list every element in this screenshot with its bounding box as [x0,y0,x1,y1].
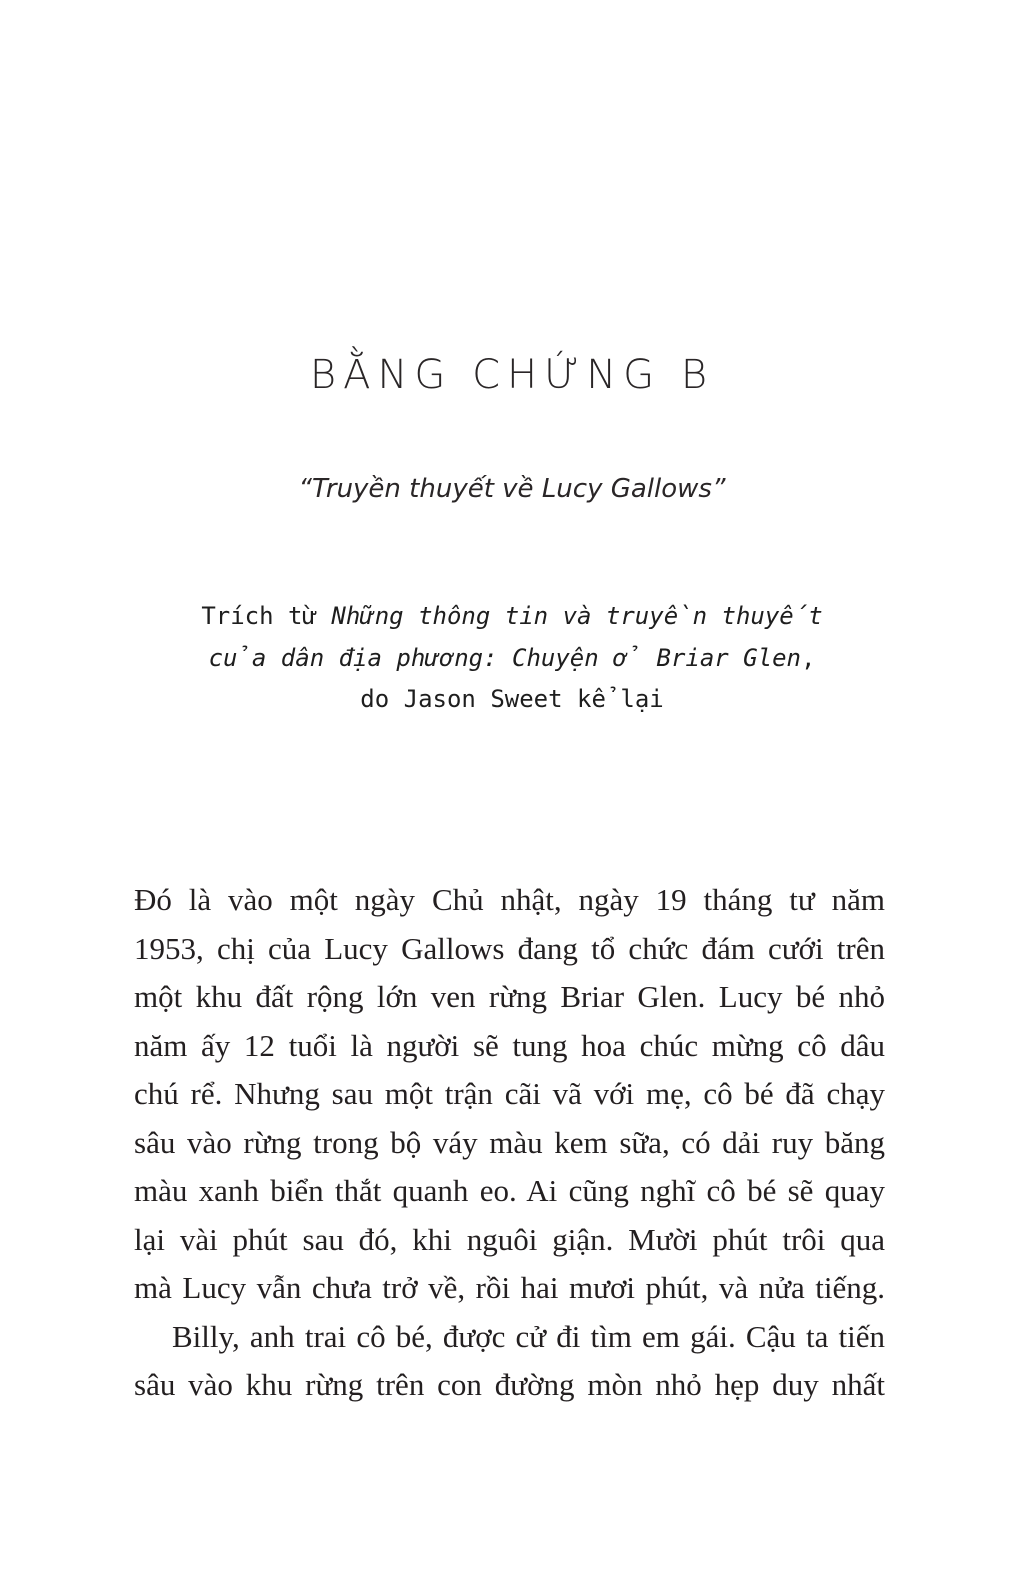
body-line: một khu đất rộng lớn ven rừng Briar Glen. Lucy bé nhỏ [134,979,885,1014]
body-text [134,876,885,1410]
body-line: sâu vào rừng trong bộ váy màu kem sữa, có dải ruy băng [134,1124,885,1160]
body-line: sâu vào khu rừng trên con đường mòn nhỏ hẹp duy nhất [134,1367,885,1402]
source-attribution: do Jason Sweet kể lại [360,685,664,713]
chapter-subtitle: “Truyền thuyết về Lucy Gallows” [298,474,726,504]
body-line: 1953, chị của Lucy Gallows đang tổ chức đám cưới trên [134,930,885,966]
source-citation [0,596,1024,721]
body-line: Đó là vào một ngày Chủ nhật, ngày 19 tháng tư năm [134,882,885,917]
source-prefix: Trích từ [201,602,332,630]
body-line: lại vài phút sau đó, khi nguôi giận. Mười phút trôi qua [134,1221,885,1257]
source-line-2 [0,638,1024,680]
body-line: chú rể. Nhưng sau một trận cãi vã với mẹ, cô bé đã chạy [134,1076,885,1111]
body-line: năm ấy 12 tuổi là người sẽ tung hoa chúc mừng cô dâu [134,1027,885,1063]
chapter-title: BẰNG CHỨNG B [309,352,715,398]
body-line: Billy, anh trai cô bé, được cử đi tìm em gái. Cậu ta tiến [172,1318,885,1354]
book-title-part-1: Những thông tin và truyền thuyết [331,602,823,630]
body-line: mà Lucy vẫn chưa trở về, rồi hai mươi phút, và nửa tiếng. [134,1270,885,1305]
body-line: màu xanh biển thắt quanh eo. Ai cũng nghĩ cô bé sẽ quay [134,1173,885,1208]
book-title-part-2: của dân địa phương: Chuyện ở Briar Glen [208,643,801,672]
source-comma: , [800,643,816,672]
source-line-1 [0,596,1024,638]
